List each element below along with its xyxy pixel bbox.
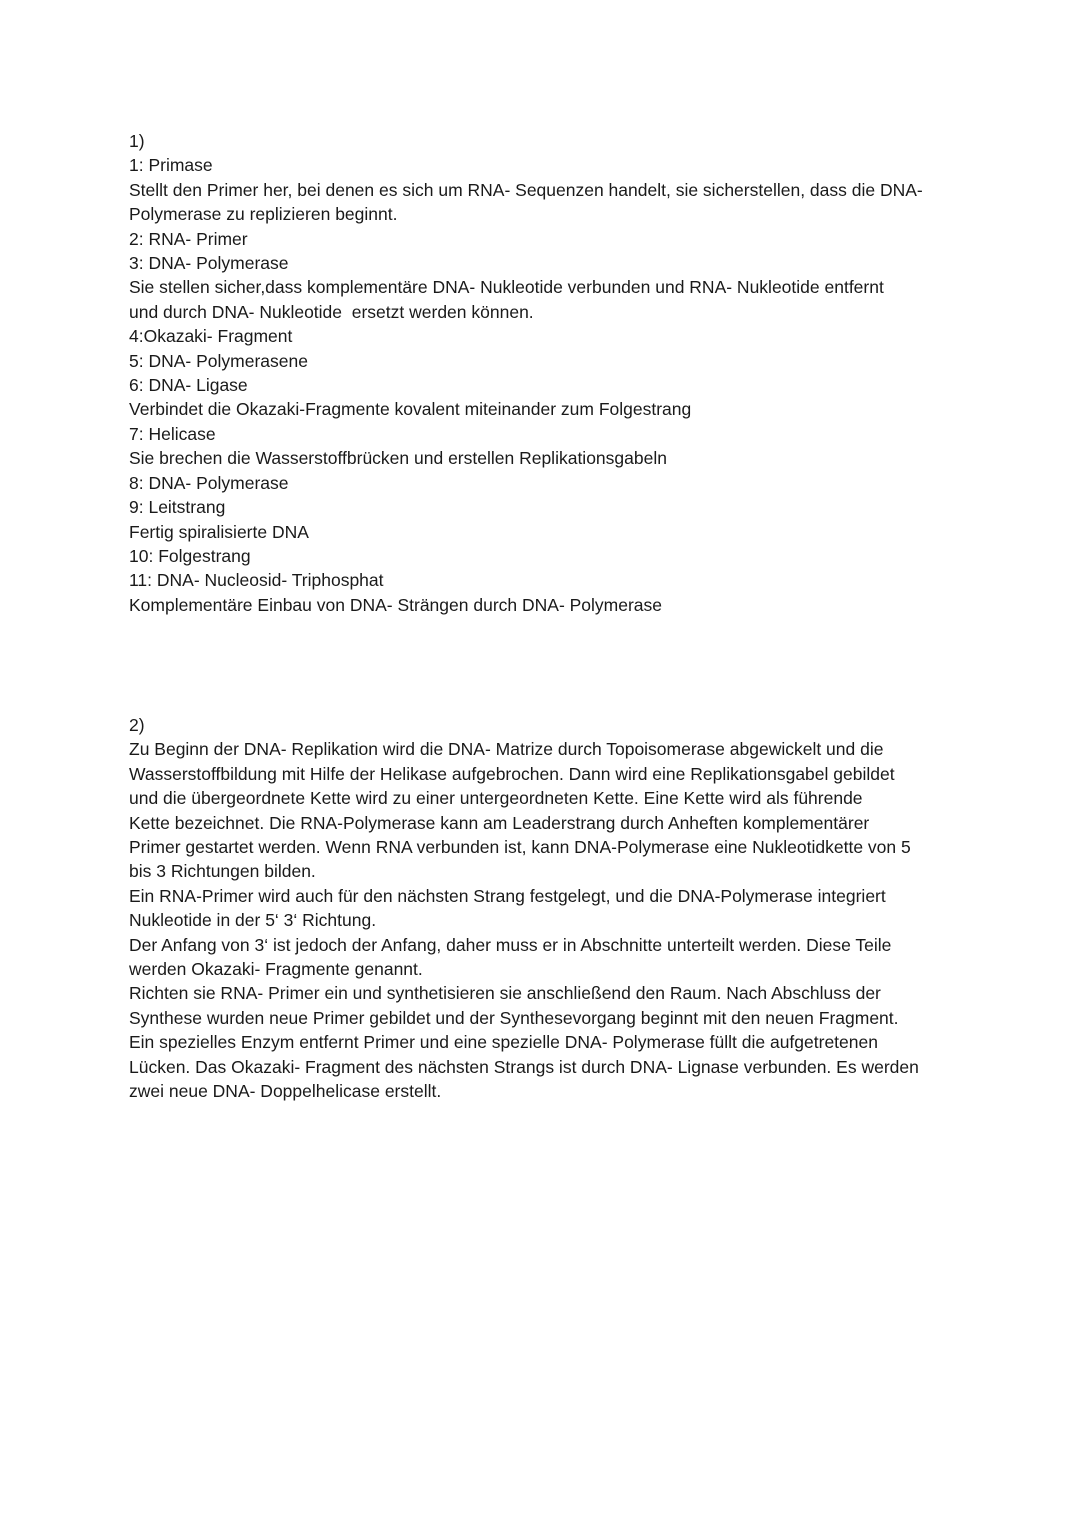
answer-section-2 — [129, 713, 959, 1104]
text-line: zwei neue DNA- Doppelhelicase erstellt. — [129, 1081, 442, 1102]
text-line: 6: DNA- Ligase — [129, 375, 248, 396]
text-line: 4:Okazaki- Fragment — [129, 326, 293, 347]
text-line: Sie brechen die Wasserstoffbrücken und erstellen Replikationsgabeln — [129, 448, 667, 469]
text-line: Richten sie RNA- Primer ein und synthetisieren sie anschließend den Raum. Nach Abschluss der — [129, 983, 881, 1004]
text-line: Wasserstoffbildung mit Hilfe der Helikase aufgebrochen. Dann wird eine Replikationsgabel gebildet — [129, 763, 895, 784]
text-line: und die übergeordnete Kette wird zu einer untergeordneten Kette. Eine Kette wird als führende — [129, 788, 863, 809]
text-line: Primer gestartet werden. Wenn RNA verbunden ist, kann DNA-Polymerase eine Nukleotidkette von 5 — [129, 837, 911, 858]
text-line: 8: DNA- Polymerase — [129, 472, 289, 493]
answer-section-1 — [129, 129, 959, 617]
text-line: und durch DNA- Nukleotide ersetzt werden können. — [129, 301, 534, 322]
text-line: Ein spezielles Enzym entfernt Primer und eine spezielle DNA- Polymerase füllt die aufgetretenen — [129, 1032, 878, 1053]
text-line: 5: DNA- Polymerasene — [129, 350, 308, 371]
text-line: Nukleotide in der 5‘ 3‘ Richtung. — [129, 910, 377, 931]
text-line: 2: RNA- Primer — [129, 228, 248, 249]
text-line: 10: Folgestrang — [129, 545, 251, 566]
text-line: werden Okazaki- Fragmente genannt. — [129, 959, 423, 980]
text-line: 9: Leitstrang — [129, 497, 226, 518]
text-line: Ein RNA-Primer wird auch für den nächsten Strang festgelegt, und die DNA-Polymerase integriert — [129, 885, 886, 906]
text-line: bis 3 Richtungen bilden. — [129, 861, 316, 882]
text-line: Der Anfang von 3‘ ist jedoch der Anfang, daher muss er in Abschnitte unterteilt werden. Diese Teile — [129, 934, 892, 955]
text-line: Stellt den Primer her, bei denen es sich um RNA- Sequenzen handelt, sie sicherstellen, dass die DNA- — [129, 179, 923, 200]
text-line: 11: DNA- Nucleosid- Triphosphat — [129, 570, 384, 591]
text-line: Polymerase zu replizieren beginnt. — [129, 204, 398, 225]
text-line: Synthese wurden neue Primer gebildet und der Synthesevorgang beginnt mit den neuen Fragment. — [129, 1007, 899, 1028]
section-heading: 1) — [129, 131, 145, 151]
text-line: 3: DNA- Polymerase — [129, 253, 289, 274]
text-line: Lücken. Das Okazaki- Fragment des nächsten Strangs ist durch DNA- Lignase verbunden. Es werden — [129, 1056, 919, 1077]
text-line: Fertig spiralisierte DNA — [129, 521, 309, 542]
text-line: Zu Beginn der DNA- Replikation wird die DNA- Matrize durch Topoisomerase abgewickelt und die — [129, 739, 884, 760]
text-line: Verbindet die Okazaki-Fragmente kovalent miteinander zum Folgestrang — [129, 399, 692, 420]
text-line: 7: Helicase — [129, 423, 216, 444]
text-line: 1: Primase — [129, 155, 213, 176]
text-line: Sie stellen sicher,dass komplementäre DNA- Nukleotide verbunden und RNA- Nukleotide entfernt — [129, 277, 884, 298]
text-line: Kette bezeichnet. Die RNA-Polymerase kann am Leaderstrang durch Anheften komplementärer — [129, 812, 870, 833]
section-heading: 2) — [129, 715, 145, 735]
text-line: Komplementäre Einbau von DNA- Strängen durch DNA- Polymerase — [129, 594, 663, 615]
